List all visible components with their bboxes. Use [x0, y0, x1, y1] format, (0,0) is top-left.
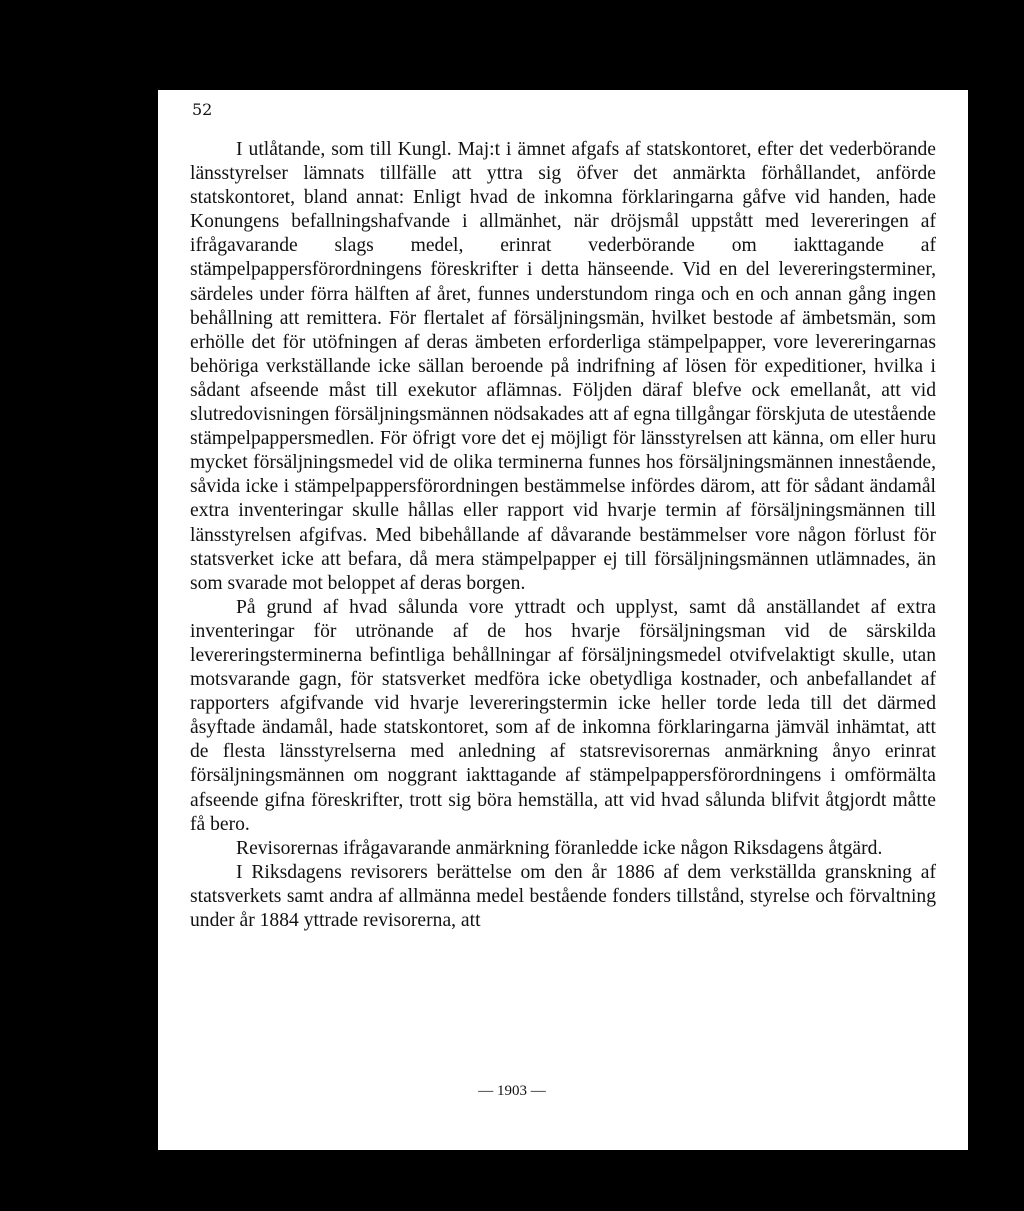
page-number: 52 [192, 100, 213, 119]
paragraph-2: På grund af hvad sålunda vore yttradt och upplyst, samt då anställandet af extra inventeringar för utrönande af de hos hvarje försäljningsman vid de särskilda levereringsterminerna befintliga behållningar af försäljningsmedel otvifvelaktigt skulle, utan motsvarande gagn, för statsverket medföra icke obetydliga kostnader, och anbefallandet af rapporters afgifvande vid hvarje levereringstermin icke heller torde leda till det därmed åsyftade ändamål, hade statskontoret, som af de inkomna förklaringarna jämväl inhämtat, att de flesta länsstyrelserna med anledning af statsrevisorernas anmärkning ånyo erinrat försäljningsmännen om noggrant iakttagande af stämpelpappersförordningens i omförmälta afseende gifna föreskrifter, trott sig böra hemställa, att vid hvad sålunda blifvit åtgjordt måtte få bero. [190, 596, 936, 835]
paragraph-4: I Riksdagens revisorers berättelse om den år 1886 af dem verkställda granskning af statsverkets samt andra af allmänna medel bestående fonders tillstånd, styrelse och förvaltning under år 1884 yttrade revisorerna, att [190, 861, 936, 931]
body-text [190, 138, 936, 933]
paragraph-3: Revisorernas ifrågavarande anmärkning föranledde icke någon Riksdagens åtgärd. [236, 837, 883, 859]
paragraph-1: I utlåtande, som till Kungl. Maj:t i ämnet afgafs af statskontoret, efter det vederbörande länsstyrelser lämnats tillfälle att yttra sig öfver det anmärkta förhållandet, anförde statskontoret, bland annat: Enligt hvad de inkomna förklaringarna gåfve vid handen, hade Konungens befallningshafvande i allmänhet, när dröjsmål uppstått med levereringen af ifrågavarande slags medel, erinrat vederbörande om iakttagande af stämpelpappersförordningens föreskrifter i detta hänseende. Vid en del levereringsterminer, särdeles under förra hälften af året, funnes understundom ringa och en och annan gång ingen behållning att remittera. För flertalet af försäljningsmän, hvilket bestode af ämbetsmän, som erhölle det för utöfningen af deras ämbeten erforderliga stämpelpapper, vore levereringarnas behöriga verkställande icke sällan beroende på indrifning af lösen för expeditioner, hvilka i sådant afseende måst till exekutor aflämnas. Följden däraf blefve ock emellanåt, att vid slutredovisningen försäljningsmännen nödsakades att af egna tillgångar förskjuta de utestående stämpelpappersmedlen. För öfrigt vore det ej möjligt för länsstyrelsen att känna, om eller huru mycket försäljningsmedel vid de olika terminerna funnes hos försäljningsmännen innestående, såvida icke i stämpelpappersförordningen bestämmelse infördes därom, att för sådant ändamål extra inventeringar skulle hållas eller rapport vid hvarje termin af försäljningsmännen till länsstyrelsen afgifvas. Med bibehållande af dåvarande bestämmelser vore någon förlust för statsverket icke att befara, då mera stämpelpapper ej till försäljningsmännen utlämnades, än som svarade mot beloppet af deras borgen. [190, 139, 936, 594]
signature-mark: — 1903 — [478, 1083, 546, 1099]
